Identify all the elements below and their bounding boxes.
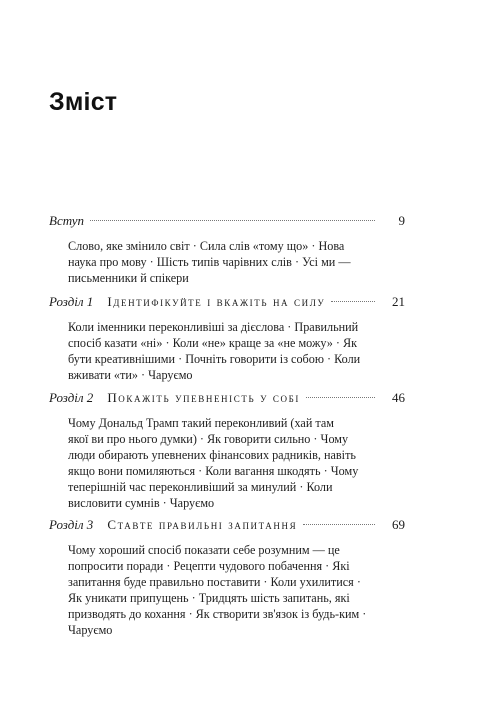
description-line: Слово, яке змінило світ · Сила слів «тому що» · Нова [68, 239, 345, 253]
dot-leader [331, 301, 375, 302]
description-line: Коли іменники переконливіші за дієслова · Правильний [68, 320, 359, 334]
page-title: Зміст [49, 88, 118, 116]
description-line: якої ви про нього думки) · Як говорити сильно · Чому [68, 432, 349, 446]
description-line: теперішній час переконливіший за минулий · Коли [68, 480, 333, 494]
toc-entry-description [68, 415, 386, 511]
dot-leader [306, 397, 375, 398]
toc-entry-label: Вступ [49, 213, 85, 228]
description-line: Чому хороший спосіб показати себе розумним — це [68, 543, 340, 557]
description-line: Чаруємо [68, 623, 113, 637]
description-line: наука про мову · Шість типів чарівних слів · Усі ми — [68, 255, 351, 269]
toc-entry-chapter-3 [49, 517, 405, 638]
dot-leader [303, 524, 375, 525]
toc-entry-header [49, 294, 405, 312]
description-line: люди обирають упевнених фінансових радників, навіть [68, 448, 356, 462]
toc-entry-chapter-1 [49, 294, 405, 383]
description-line: бути креативнішими · Почніть говорити із собою · Коли [68, 352, 361, 366]
description-line: висловити сумнів · Чаруємо [68, 496, 215, 510]
description-line: запитання буде правильно поставити · Коли ухилитися · [68, 575, 361, 589]
toc-chapter-title: Ставте правильні запитання [107, 517, 298, 532]
description-line: призводять до кохання · Як створити зв'язок із будь-ким · [68, 607, 367, 621]
toc-entry-header [49, 390, 405, 408]
toc-entry-label: Розділ 2 [49, 390, 94, 405]
toc-entry-header [49, 213, 405, 231]
toc-entry-intro [49, 213, 405, 286]
toc-entry-label: Розділ 3 [49, 517, 94, 532]
toc-page-number: 69 [392, 517, 405, 532]
toc-entry-label: Розділ 1 [49, 294, 94, 309]
description-line: Як уникати припущень · Тридцять шість запитань, які [68, 591, 350, 605]
toc-chapter-title: Покажіть упевненість у собі [107, 390, 300, 405]
description-line: вживати «ти» · Чаруємо [68, 368, 193, 382]
toc-entry-description [68, 238, 386, 286]
description-line: спосіб казати «ні» · Коли «не» краще за «не можу» · Як [68, 336, 358, 350]
toc-page-number: 21 [392, 294, 405, 309]
description-line: попросити поради · Рецепти чудового побачення · Які [68, 559, 350, 573]
toc-entry-header [49, 517, 405, 535]
dot-leader [90, 220, 375, 221]
toc-entry-description [68, 542, 386, 638]
toc-page-number: 9 [398, 213, 405, 228]
description-line: письменники й спікери [68, 271, 189, 285]
toc-entry-chapter-2 [49, 390, 405, 511]
description-line: Чому Дональд Трамп такий переконливий (хай там [68, 416, 334, 430]
toc-page-number: 46 [392, 390, 405, 405]
description-line: якщо вони помиляються · Коли вагання шкодять · Чому [68, 464, 359, 478]
toc-chapter-title: Ідентифікуйте і вкажіть на силу [107, 294, 326, 309]
toc-entry-description [68, 319, 386, 383]
